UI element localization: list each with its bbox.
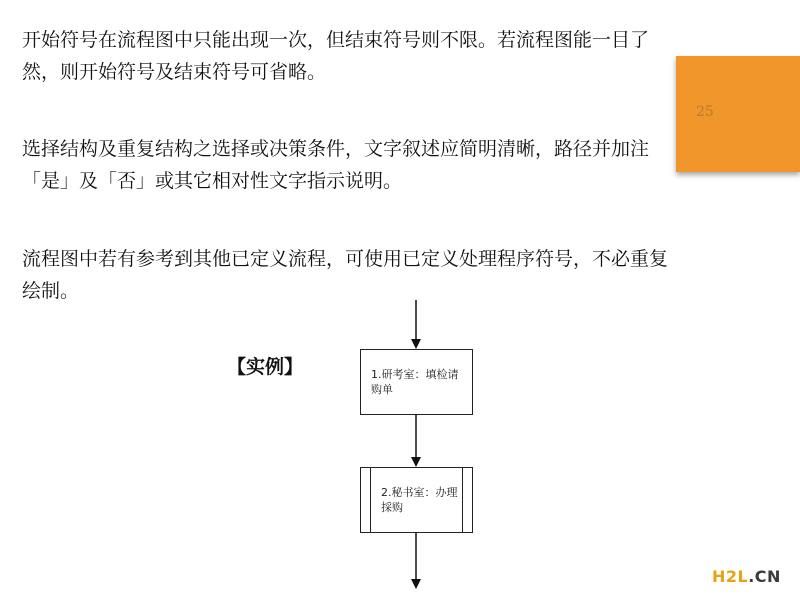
step1-label: 1.研考室：填检请购单 [371,368,459,396]
slide-number: 25 [696,104,714,120]
site-watermark [712,567,781,586]
predefined-process-right-bar [462,468,463,532]
step2-label: 2.秘书室：办理採购 [381,486,458,514]
paragraph-start-end-symbols: 开始符号在流程图中只能出现一次，但结束符号则不限。若流程图能一目了然，则开始符号及结束符号可省略。 [22,29,650,83]
predefined-process-left-bar [370,468,371,532]
slide-number-tab [676,56,800,172]
paragraph-predefined-process: 流程图中若有参考到其他已定义流程，可使用已定义处理程序符号，不必重复绘制。 [22,248,669,302]
watermark-suffix: .CN [748,567,781,586]
watermark-main: H2L [712,567,749,586]
paragraph-decision-conditions: 选择结构及重复结构之选择或决策条件，文字叙述应简明清晰，路径并加注「是」及「否」或其它相对性文字指示说明。 [22,138,650,192]
example-label: 【实例】 [227,356,304,378]
flowchart-process-step1 [360,349,473,415]
flowchart-predefined-process-step2 [360,467,473,533]
